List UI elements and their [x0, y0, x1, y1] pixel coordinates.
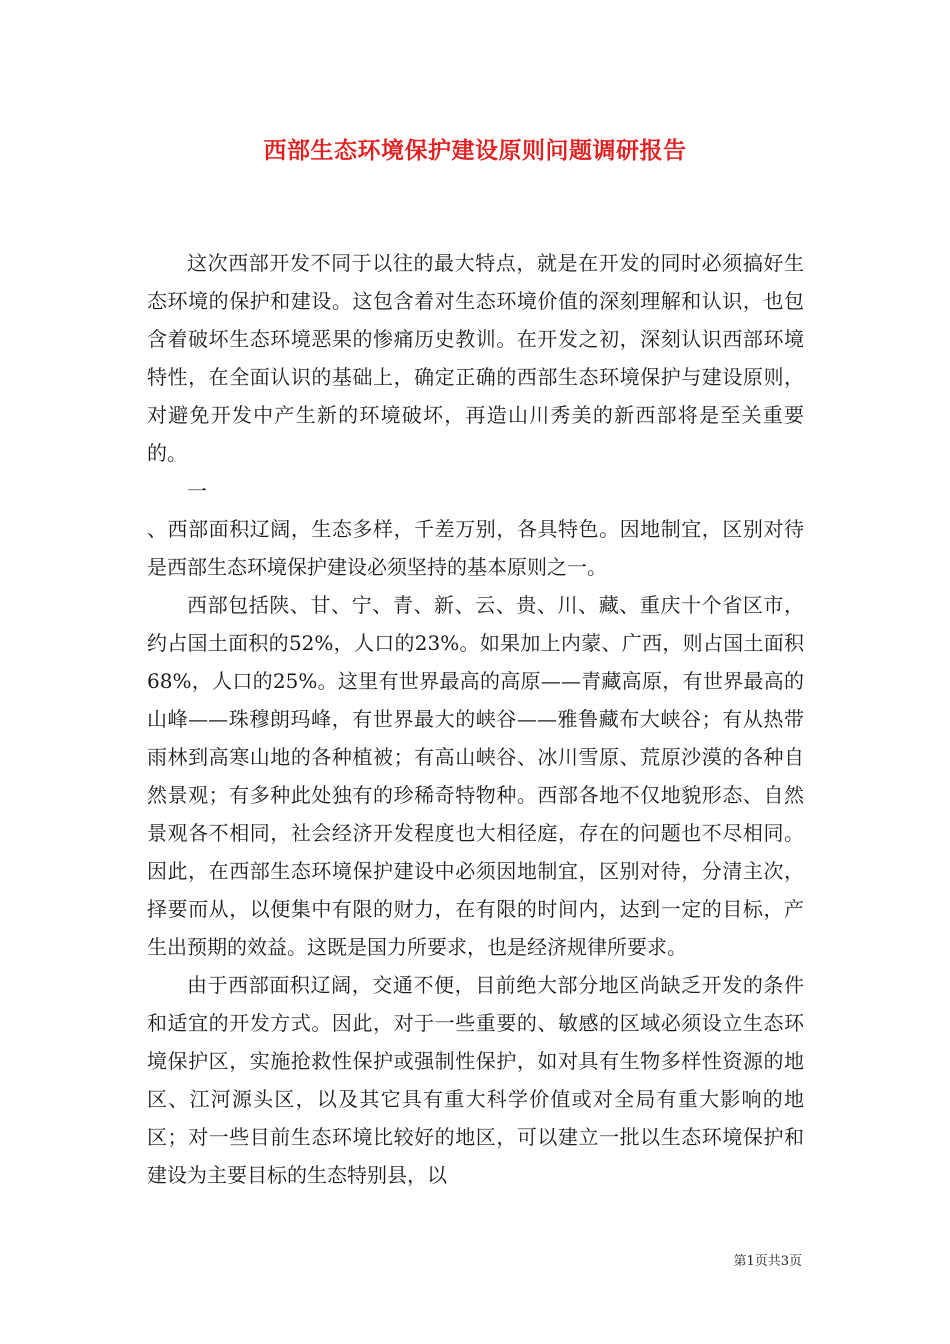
document-body [147, 244, 804, 1194]
section-number: 一 [187, 479, 207, 503]
document-title: 西部生态环境保护建设原则问题调研报告 [263, 137, 687, 164]
page-number-footer: 第1页共3页 [733, 1254, 802, 1269]
paragraph-west-region: 西部包括陕、甘、宁、青、新、云、贵、川、藏、重庆十个省区市，约占国土面积的52%，人口的23%。如果加上内蒙、广西，则占国土面积68%，人口的25%。这里有世界最高的高原——青藏高原，有世界最高的山峰——珠穆朗玛峰，有世界最大的峡谷——雅鲁藏布大峡谷；有从热带雨林到高寒山地的各种植被；有高山峡谷、冰川雪原、荒原沙漠的各种自然景观；有多种此处独有的珍稀奇特物种。西部各地不仅地貌形态、自然景观各不相同，社会经济开发程度也大相径庭，存在的问题也不尽相同。因此，在西部生态环境保护建设中必须因地制宜，区别对待，分清主次，择要而从，以便集中有限的财力，在有限的时间内，达到一定的目标，产生出预期的效益。这既是国力所要求，也是经济规律所要求。 [147, 593, 804, 959]
paragraph-intro: 这次西部开发不同于以往的最大特点，就是在开发的同时必须搞好生态环境的保护和建设。这包含着对生态环境价值的深刻理解和认识，也包含着破坏生态环境恶果的惨痛历史教训。在开发之初，深刻认识西部环境特性，在全面认识的基础上，确定正确的西部生态环境保护与建设原则，对避免开发中产生新的环境破坏，再造山川秀美的新西部将是至关重要的。 [147, 251, 804, 465]
section-heading-paragraph: 、西部面积辽阔，生态多样，千差万别，各具特色。因地制宜，区别对待是西部生态环境保护建设必须坚持的基本原则之一。 [147, 517, 804, 579]
paragraph-protection-zones: 由于西部面积辽阔，交通不便，目前绝大部分地区尚缺乏开发的条件和适宜的开发方式。因此，对于一些重要的、敏感的区域必须设立生态环境保护区，实施抢救性保护或强制性保护，如对具有生物多样性资源的地区、江河源头区，以及其它具有重大科学价值或对全局有重大影响的地区；对一些目前生态环境比较好的地区，可以建立一批以生态环境保护和建设为主要目标的生态特别县，以 [147, 973, 804, 1187]
